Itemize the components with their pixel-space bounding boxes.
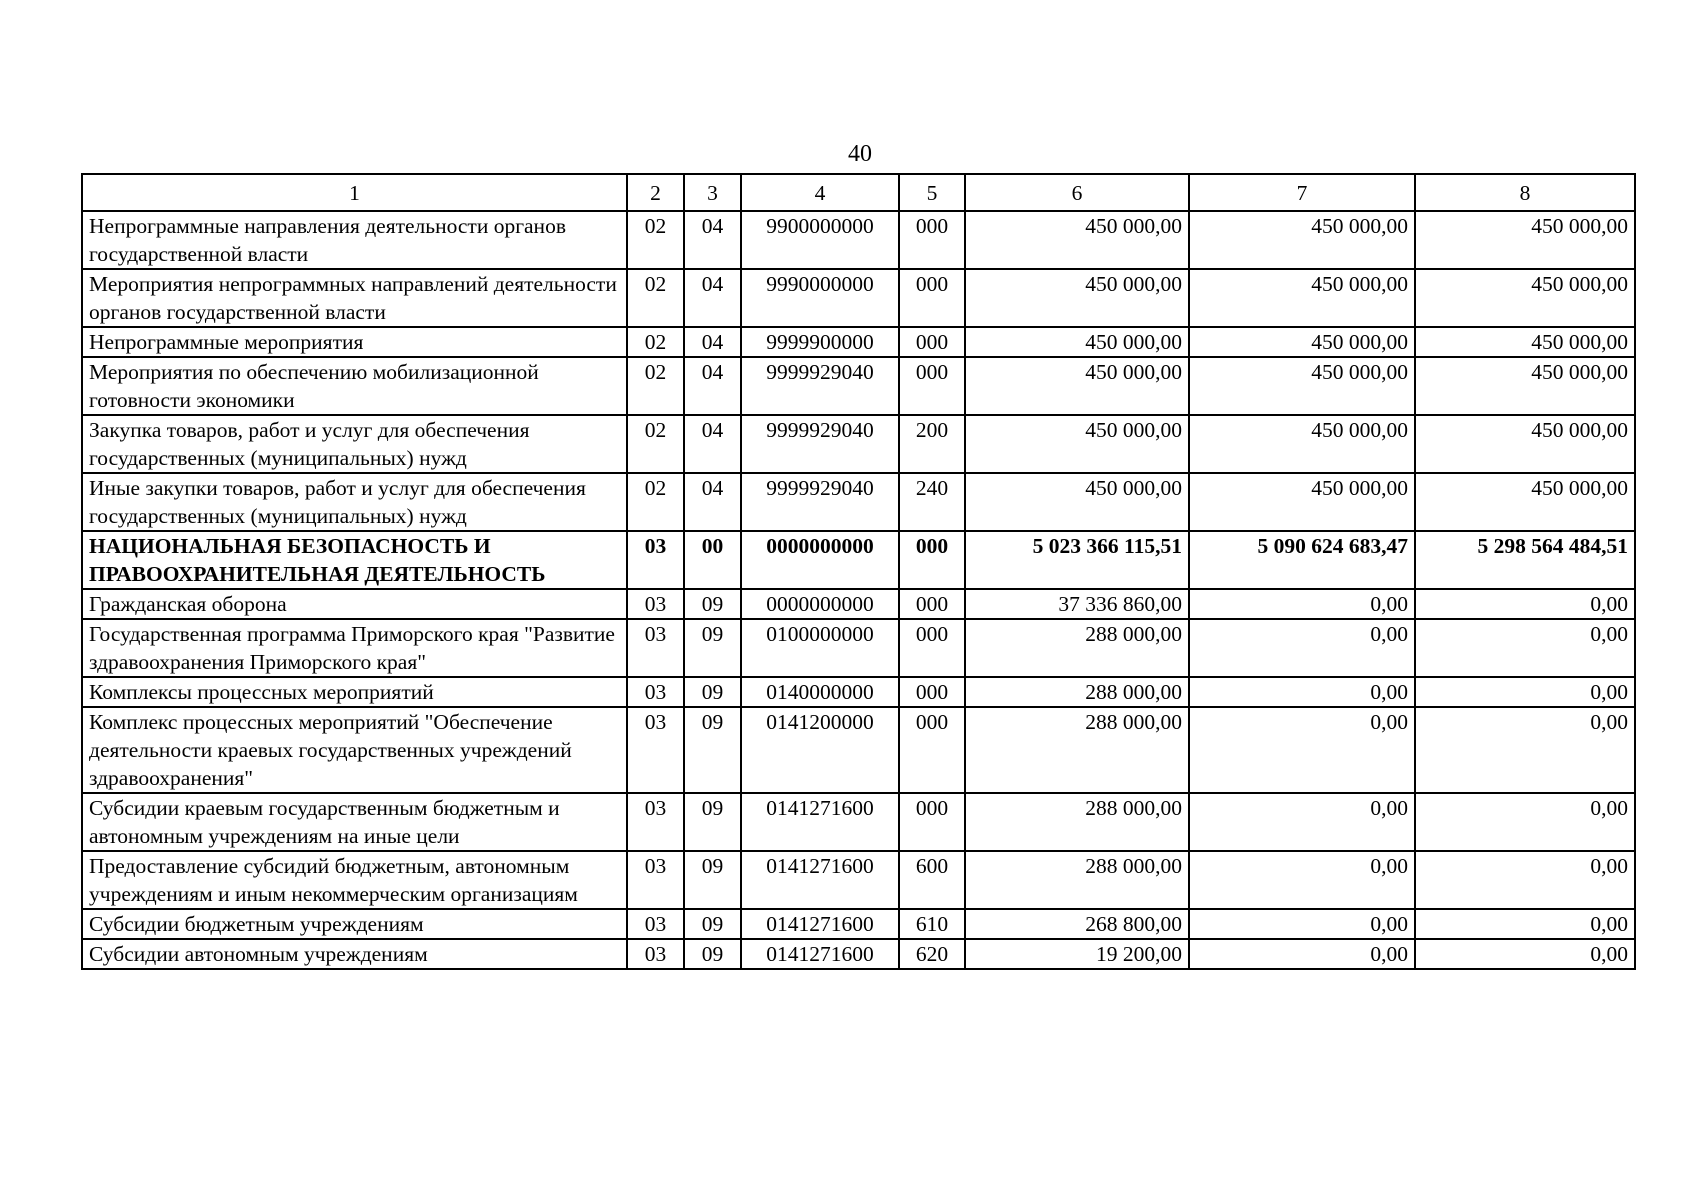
amount-col-6: 19 200,00: [965, 939, 1189, 969]
page-number: 40: [848, 141, 872, 167]
amount-col-8: 450 000,00: [1415, 415, 1635, 473]
section-code: 02: [627, 269, 684, 327]
subsection-code: 09: [684, 707, 741, 793]
expense-type-code: 000: [899, 327, 965, 357]
table-header: [82, 174, 1635, 211]
column-header: 5: [899, 174, 965, 211]
expense-type-code: 000: [899, 589, 965, 619]
table-row: [82, 415, 1635, 473]
amount-col-6: 288 000,00: [965, 619, 1189, 677]
amount-col-6: 450 000,00: [965, 415, 1189, 473]
amount-col-7: 450 000,00: [1189, 415, 1415, 473]
amount-col-8: 0,00: [1415, 677, 1635, 707]
table-row: [82, 909, 1635, 939]
subsection-code: 04: [684, 269, 741, 327]
table-row: [82, 531, 1635, 589]
amount-col-6: 288 000,00: [965, 707, 1189, 793]
amount-col-8: 450 000,00: [1415, 327, 1635, 357]
amount-col-6: 450 000,00: [965, 269, 1189, 327]
amount-col-7: 0,00: [1189, 793, 1415, 851]
amount-col-8: 0,00: [1415, 793, 1635, 851]
amount-col-7: 450 000,00: [1189, 473, 1415, 531]
table-row: [82, 677, 1635, 707]
target-article-code: 9999929040: [741, 415, 899, 473]
column-header: 4: [741, 174, 899, 211]
budget-table: [81, 173, 1636, 970]
expense-type-code: 000: [899, 677, 965, 707]
amount-col-8: 0,00: [1415, 619, 1635, 677]
expense-type-code: 000: [899, 269, 965, 327]
target-article-code: 0000000000: [741, 589, 899, 619]
column-header: 8: [1415, 174, 1635, 211]
section-code: 03: [627, 677, 684, 707]
amount-col-7: 0,00: [1189, 619, 1415, 677]
subsection-code: 09: [684, 677, 741, 707]
row-name: Комплексы процессных мероприятий: [82, 677, 627, 707]
expense-type-code: 000: [899, 531, 965, 589]
target-article-code: 9999929040: [741, 357, 899, 415]
subsection-code: 09: [684, 619, 741, 677]
amount-col-8: 0,00: [1415, 589, 1635, 619]
amount-col-7: 0,00: [1189, 677, 1415, 707]
target-article-code: 0100000000: [741, 619, 899, 677]
amount-col-7: 0,00: [1189, 909, 1415, 939]
target-article-code: 0141200000: [741, 707, 899, 793]
amount-col-6: 450 000,00: [965, 327, 1189, 357]
table-row: [82, 473, 1635, 531]
column-header: 1: [82, 174, 627, 211]
expense-type-code: 000: [899, 707, 965, 793]
subsection-code: 09: [684, 939, 741, 969]
column-header: 7: [1189, 174, 1415, 211]
row-name: Субсидии автономным учреждениям: [82, 939, 627, 969]
column-header: 2: [627, 174, 684, 211]
table-row: [82, 269, 1635, 327]
row-name: Мероприятия по обеспечению мобилизационной готовности экономики: [82, 357, 627, 415]
amount-col-8: 5 298 564 484,51: [1415, 531, 1635, 589]
row-name: Субсидии краевым государственным бюджетным и автономным учреждениям на иные цели: [82, 793, 627, 851]
amount-col-7: 450 000,00: [1189, 357, 1415, 415]
amount-col-7: 0,00: [1189, 851, 1415, 909]
expense-type-code: 200: [899, 415, 965, 473]
expense-type-code: 000: [899, 211, 965, 269]
section-code: 03: [627, 939, 684, 969]
row-name: Комплекс процессных мероприятий "Обеспечение деятельности краевых государственных учреждений здравоохранения": [82, 707, 627, 793]
table-row: [82, 357, 1635, 415]
target-article-code: 0141271600: [741, 939, 899, 969]
subsection-code: 09: [684, 909, 741, 939]
amount-col-7: 0,00: [1189, 589, 1415, 619]
expense-type-code: 240: [899, 473, 965, 531]
table-row: [82, 707, 1635, 793]
section-code: 03: [627, 531, 684, 589]
subsection-code: 00: [684, 531, 741, 589]
section-code: 03: [627, 793, 684, 851]
row-name: Закупка товаров, работ и услуг для обеспечения государственных (муниципальных) нужд: [82, 415, 627, 473]
row-name: Иные закупки товаров, работ и услуг для обеспечения государственных (муниципальных) нужд: [82, 473, 627, 531]
subsection-code: 04: [684, 473, 741, 531]
row-name: Непрограммные мероприятия: [82, 327, 627, 357]
target-article-code: 0141271600: [741, 851, 899, 909]
row-name: Государственная программа Приморского края "Развитие здравоохранения Приморского края": [82, 619, 627, 677]
row-name: НАЦИОНАЛЬНАЯ БЕЗОПАСНОСТЬ И ПРАВООХРАНИТЕЛЬНАЯ ДЕЯТЕЛЬНОСТЬ: [82, 531, 627, 589]
amount-col-6: 450 000,00: [965, 473, 1189, 531]
amount-col-6: 5 023 366 115,51: [965, 531, 1189, 589]
amount-col-7: 0,00: [1189, 939, 1415, 969]
amount-col-7: 450 000,00: [1189, 269, 1415, 327]
section-code: 02: [627, 473, 684, 531]
subsection-code: 04: [684, 357, 741, 415]
table-row: [82, 327, 1635, 357]
amount-col-8: 450 000,00: [1415, 357, 1635, 415]
amount-col-8: 450 000,00: [1415, 211, 1635, 269]
section-code: 02: [627, 211, 684, 269]
table-row: [82, 851, 1635, 909]
amount-col-6: 268 800,00: [965, 909, 1189, 939]
row-name: Субсидии бюджетным учреждениям: [82, 909, 627, 939]
table-row: [82, 589, 1635, 619]
amount-col-6: 450 000,00: [965, 211, 1189, 269]
column-header: 3: [684, 174, 741, 211]
row-name: Гражданская оборона: [82, 589, 627, 619]
subsection-code: 09: [684, 589, 741, 619]
expense-type-code: 000: [899, 619, 965, 677]
amount-col-8: 0,00: [1415, 939, 1635, 969]
section-code: 02: [627, 357, 684, 415]
amount-col-6: 288 000,00: [965, 851, 1189, 909]
amount-col-6: 288 000,00: [965, 677, 1189, 707]
row-name: Предоставление субсидий бюджетным, автономным учреждениям и иным некоммерческим организациям: [82, 851, 627, 909]
section-code: 03: [627, 619, 684, 677]
amount-col-7: 450 000,00: [1189, 211, 1415, 269]
section-code: 03: [627, 589, 684, 619]
subsection-code: 04: [684, 415, 741, 473]
amount-col-8: 450 000,00: [1415, 269, 1635, 327]
section-code: 03: [627, 909, 684, 939]
amount-col-8: 0,00: [1415, 707, 1635, 793]
target-article-code: 9900000000: [741, 211, 899, 269]
expense-type-code: 000: [899, 357, 965, 415]
expense-type-code: 600: [899, 851, 965, 909]
amount-col-8: 0,00: [1415, 851, 1635, 909]
amount-col-7: 0,00: [1189, 707, 1415, 793]
target-article-code: 0141271600: [741, 909, 899, 939]
amount-col-7: 450 000,00: [1189, 327, 1415, 357]
expense-type-code: 000: [899, 793, 965, 851]
amount-col-6: 450 000,00: [965, 357, 1189, 415]
target-article-code: 9999900000: [741, 327, 899, 357]
amount-col-8: 0,00: [1415, 909, 1635, 939]
section-code: 03: [627, 851, 684, 909]
row-name: Мероприятия непрограммных направлений деятельности органов государственной власти: [82, 269, 627, 327]
target-article-code: 0141271600: [741, 793, 899, 851]
amount-col-7: 5 090 624 683,47: [1189, 531, 1415, 589]
table-row: [82, 793, 1635, 851]
target-article-code: 9990000000: [741, 269, 899, 327]
target-article-code: 9999929040: [741, 473, 899, 531]
subsection-code: 09: [684, 851, 741, 909]
subsection-code: 09: [684, 793, 741, 851]
table-row: [82, 211, 1635, 269]
expense-type-code: 620: [899, 939, 965, 969]
table-row: [82, 939, 1635, 969]
amount-col-6: 37 336 860,00: [965, 589, 1189, 619]
table-body: [82, 211, 1635, 969]
column-header: 6: [965, 174, 1189, 211]
subsection-code: 04: [684, 327, 741, 357]
expense-type-code: 610: [899, 909, 965, 939]
subsection-code: 04: [684, 211, 741, 269]
section-code: 03: [627, 707, 684, 793]
table-row: [82, 619, 1635, 677]
section-code: 02: [627, 327, 684, 357]
amount-col-8: 450 000,00: [1415, 473, 1635, 531]
target-article-code: 0140000000: [741, 677, 899, 707]
amount-col-6: 288 000,00: [965, 793, 1189, 851]
header-row: [82, 174, 1635, 211]
section-code: 02: [627, 415, 684, 473]
target-article-code: 0000000000: [741, 531, 899, 589]
row-name: Непрограммные направления деятельности органов государственной власти: [82, 211, 627, 269]
